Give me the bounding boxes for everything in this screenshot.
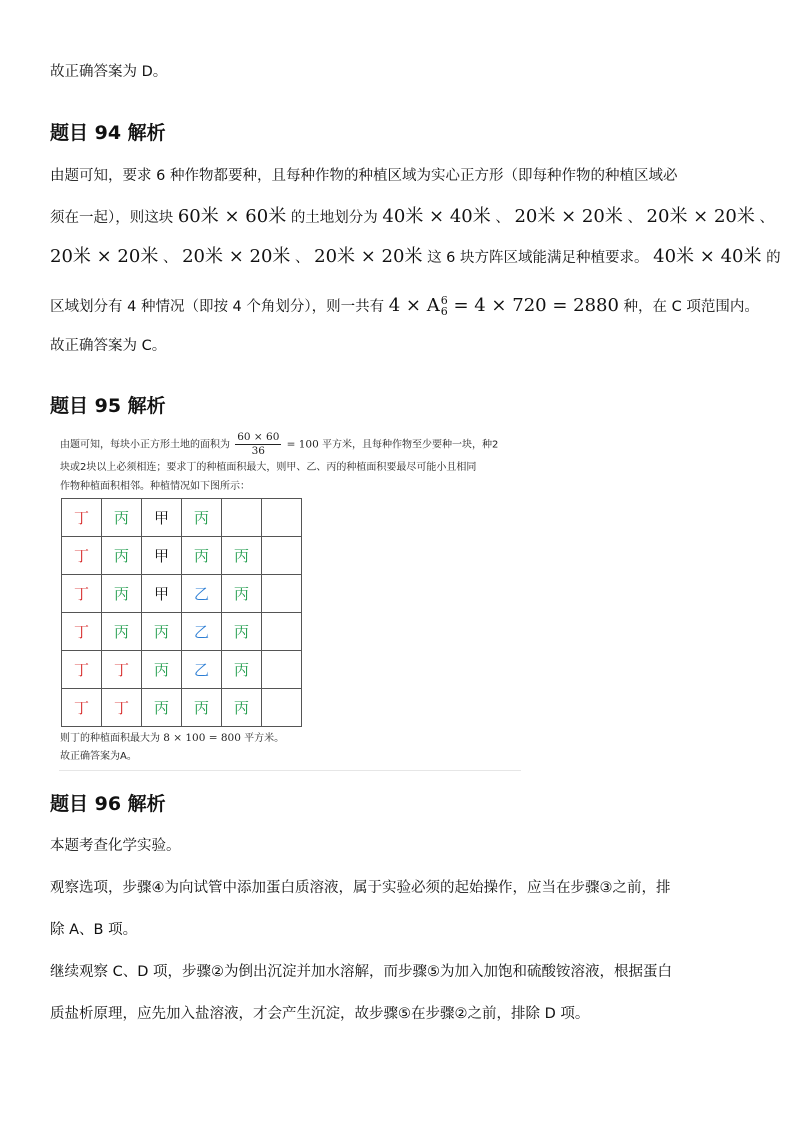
q94-sep: 、 xyxy=(295,250,310,266)
grid-cell: 丁 xyxy=(102,651,142,689)
q94-formula-sub: 6 xyxy=(440,305,448,318)
prev-conclusion: 故正确答案为 D。 xyxy=(50,64,168,80)
q95-line-2: 块或2块以上必须相连；要求丁的种植面积最大，则甲、乙、丙的种植面积要最尽可能小且相同 xyxy=(60,462,477,473)
planting-grid xyxy=(61,498,302,727)
grid-cell: 丙 xyxy=(182,499,222,537)
grid-cell: 丙 xyxy=(142,613,182,651)
q94-line-1: 由题可知，要求 6 种作物都要种，且每种作物的种植区域为实心正方形（即每种作物的种植区域必 xyxy=(50,168,678,184)
q94-math-block: 20米 × 20米 xyxy=(182,246,291,267)
q95-conclusion: 故正确答案为A。 xyxy=(60,751,137,762)
q94-line-2 xyxy=(50,207,774,228)
grid-cell: 丙 xyxy=(222,689,262,727)
grid-cell: 丁 xyxy=(102,689,142,727)
q94-math-block: 20米 × 20米 xyxy=(646,206,755,227)
q95-frac-den: 36 xyxy=(251,445,265,457)
q95-math: = 100 xyxy=(286,438,319,451)
grid-cell xyxy=(262,689,302,727)
q94-heading: 题目 94 解析 xyxy=(50,122,166,144)
grid-row xyxy=(62,613,302,651)
q96-para-3-line-1: 继续观察 C、D 项，步骤②为倒出沉淀并加水溶解，而步骤⑤为加入加饱和硫酸铵溶液，根据蛋白 xyxy=(50,964,673,980)
grid-cell xyxy=(262,499,302,537)
q94-text: 须在一起），则这块 xyxy=(50,210,174,226)
grid-cell: 丙 xyxy=(142,651,182,689)
q94-text: 这 6 块方阵区域能满足种植要求。 xyxy=(427,250,649,266)
q94-sep: 、 xyxy=(162,250,178,266)
q94-conclusion: 故正确答案为 C。 xyxy=(50,338,167,354)
q94-math-field: 60米 × 60米 xyxy=(177,206,287,227)
q94-formula-sup: 6 xyxy=(440,294,448,307)
grid-cell: 丁 xyxy=(62,651,102,689)
grid-cell: 乙 xyxy=(182,575,222,613)
grid-cell xyxy=(262,537,302,575)
grid-row xyxy=(62,651,302,689)
grid-cell xyxy=(262,613,302,651)
grid-cell: 丙 xyxy=(222,651,262,689)
grid-cell: 丙 xyxy=(182,537,222,575)
q96-para-2-line-2: 除 A、B 项。 xyxy=(50,922,138,938)
grid-cell: 丙 xyxy=(222,613,262,651)
grid-row xyxy=(62,537,302,575)
q94-text: 的土地划分为 xyxy=(290,210,378,226)
q96-para-2-line-1: 观察选项，步骤④为向试管中添加蛋白质溶液，属于实验必须的起始操作，应当在步骤③之前，排 xyxy=(50,880,671,896)
q95-line-3: 作物种植面积相邻。种植情况如下图所示： xyxy=(60,481,250,492)
grid-row xyxy=(62,499,302,537)
q94-math-block: 40米 × 40米 xyxy=(653,246,762,267)
grid-cell: 甲 xyxy=(142,575,182,613)
q95-fraction xyxy=(235,431,281,458)
q94-line-3 xyxy=(50,247,781,268)
q94-math-block: 40米 × 40米 xyxy=(382,206,491,227)
grid-cell: 丁 xyxy=(62,575,102,613)
q94-sep: 、 xyxy=(495,210,510,226)
q95-math: 8 × 100 = 800 xyxy=(163,732,241,744)
grid-row xyxy=(62,689,302,727)
grid-cell: 丁 xyxy=(62,537,102,575)
q94-text: 种，在 C 项范围内。 xyxy=(623,299,759,315)
q95-frac-num: 60 × 60 xyxy=(237,431,280,443)
grid-cell: 丙 xyxy=(102,613,142,651)
q94-sep: 、 xyxy=(759,210,774,226)
grid-cell: 丁 xyxy=(62,613,102,651)
q94-formula-pre: 4 × A xyxy=(388,295,440,316)
grid-cell xyxy=(262,575,302,613)
q94-sep: 、 xyxy=(627,210,642,226)
grid-cell: 丁 xyxy=(62,689,102,727)
q94-formula-post: = 4 × 720 = 2880 xyxy=(447,295,619,316)
q95-text: 平方米。 xyxy=(244,733,285,744)
grid-cell: 丙 xyxy=(142,689,182,727)
q94-math-formula xyxy=(389,295,619,316)
q95-heading: 题目 95 解析 xyxy=(50,395,166,417)
q95-line-1 xyxy=(60,431,498,458)
q94-math-block: 20米 × 20米 xyxy=(50,246,159,267)
q94-text: 的 xyxy=(766,250,781,266)
q94-math-block: 20米 × 20米 xyxy=(314,246,423,267)
grid-cell: 丙 xyxy=(102,575,142,613)
grid-cell xyxy=(262,651,302,689)
q94-line-4 xyxy=(50,295,759,317)
grid-cell: 丙 xyxy=(102,499,142,537)
q96-para-3-line-2: 质盐析原理，应先加入盐溶液，才会产生沉淀，故步骤⑤在步骤②之前，排除 D 项。 xyxy=(50,1006,590,1022)
grid-cell: 乙 xyxy=(182,613,222,651)
q94-text: 区域划分有 4 种情况（即按 4 个角划分），则一共有 xyxy=(50,299,385,315)
q95-text: 由题可知，每块小正方形土地的面积为 xyxy=(60,439,230,451)
grid-cell: 乙 xyxy=(182,651,222,689)
q95-after xyxy=(60,731,284,746)
q96-para-1: 本题考查化学实验。 xyxy=(50,838,181,854)
divider xyxy=(59,770,521,771)
q96-heading: 题目 96 解析 xyxy=(50,793,166,815)
grid-cell: 丙 xyxy=(102,537,142,575)
q94-math-block: 20米 × 20米 xyxy=(514,206,623,227)
grid-cell: 丙 xyxy=(182,689,222,727)
grid-cell: 丁 xyxy=(62,499,102,537)
q95-text: 则丁的种植面积最大为 xyxy=(60,733,160,744)
q95-text: 平方米，且每种作物至少要种一块，种2 xyxy=(321,439,499,451)
grid-cell: 甲 xyxy=(142,499,182,537)
grid-row xyxy=(62,575,302,613)
grid-cell: 丙 xyxy=(222,575,262,613)
grid-cell xyxy=(222,499,262,537)
grid-cell: 丙 xyxy=(222,537,262,575)
grid-cell: 甲 xyxy=(142,537,182,575)
